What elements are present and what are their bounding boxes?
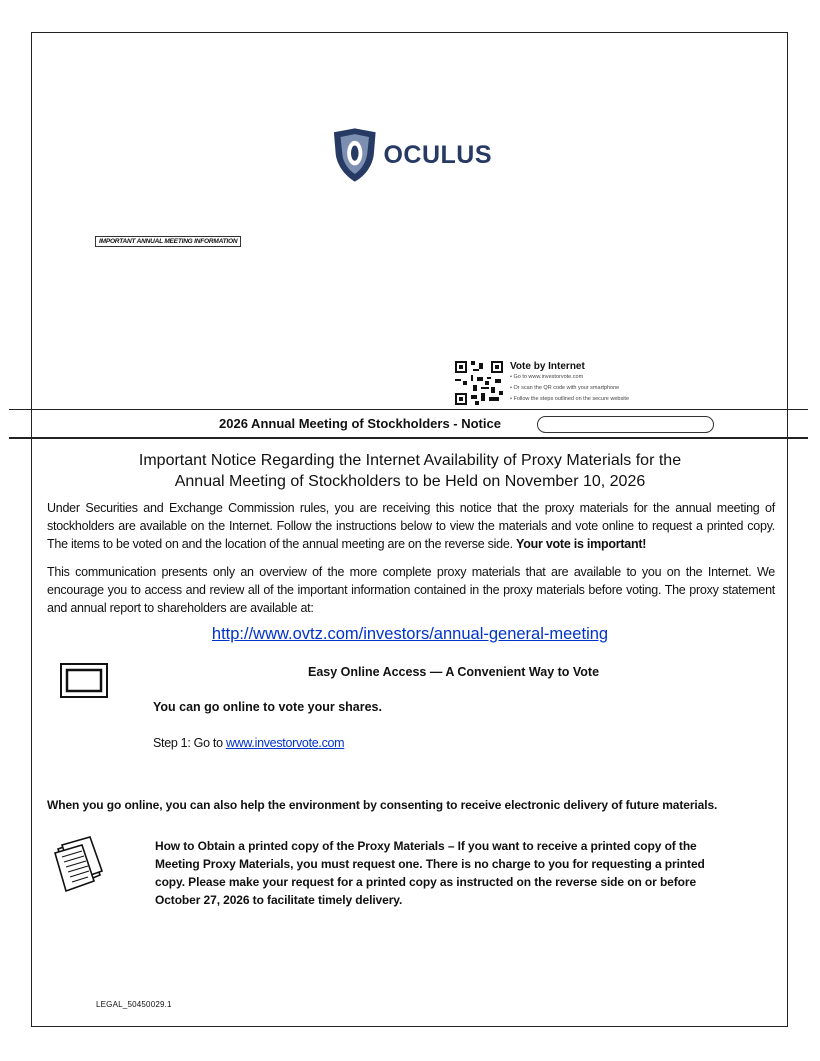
shield-logo-icon (332, 127, 379, 183)
logo-text: OCULUS (383, 140, 492, 169)
heading-line: Important Notice Regarding the Internet Availability of Proxy Materials for the (138, 452, 682, 469)
investorvote-link[interactable]: www.investorvote.com (225, 736, 345, 750)
meeting-info-label: IMPORTANT ANNUAL MEETING INFORMATION (95, 236, 241, 247)
qr-code-icon (455, 361, 503, 405)
notice-band-title: 2026 Annual Meeting of Stockholders - Notice (219, 416, 501, 431)
vote-by-internet-panel (510, 361, 700, 405)
documents-icon (52, 835, 110, 893)
overview-paragraph: This communication presents only an overview of the more complete proxy materials that are available to you on the Internet. We encourage you to access and review all of the important information contained in the proxy materials before voting. The proxy statement and annual report to shareholders are available at: (47, 565, 775, 615)
oculus-logo (332, 126, 492, 184)
vote-instruction: • Go to www.investorvote.com (510, 374, 584, 380)
easy-access-title: Easy Online Access — A Convenient Way to Vote (308, 665, 600, 679)
vote-instruction: • Follow the steps outlined on the secure website (510, 396, 630, 402)
heading-line: Annual Meeting of Stockholders to be Held on November 10, 2026 (174, 473, 646, 490)
notice-heading (60, 450, 760, 492)
vote-important-text: Your vote is important! (516, 537, 647, 551)
go-online-text: You can go online to vote your shares. (153, 700, 382, 714)
legal-id: LEGAL_50450029.1 (96, 1000, 172, 1009)
monitor-icon (60, 663, 108, 698)
divider-top (9, 409, 808, 410)
intro-text: Under Securities and Exchange Commission rules, you are receiving this notice that the proxy materials for the annual meeting of stockholders are available on the Internet. Follow the instructions below to view the materials and vote online to request a printed copy. The items to be voted on and the location of the annual meeting are on the reverse side. (47, 501, 775, 551)
printed-copy-instructions: How to Obtain a printed copy of the Proxy Materials – If you want to receive a printed copy of the Meeting Proxy Materials, you must request one. There is no charge to you for requesting a printed copy. Please make your request for a printed copy as instructed on the reverse side on or before October 27, 2026 to facilitate timely delivery. (155, 839, 705, 907)
step-1-prefix: Step 1: Go to (153, 736, 226, 750)
control-number-box (537, 416, 714, 433)
divider-bottom (9, 437, 808, 439)
step-1 (153, 736, 344, 750)
intro-paragraph (47, 499, 775, 553)
vote-by-internet-title: Vote by Internet (510, 361, 585, 372)
proxy-materials-link[interactable]: http://www.ovtz.com/investors/annual-general-meeting (211, 625, 609, 643)
vote-instruction: • Or scan the QR code with your smartphone (510, 385, 620, 391)
environment-text: When you go online, you can also help the environment by consenting to receive electronic delivery of future materials. (47, 798, 718, 812)
